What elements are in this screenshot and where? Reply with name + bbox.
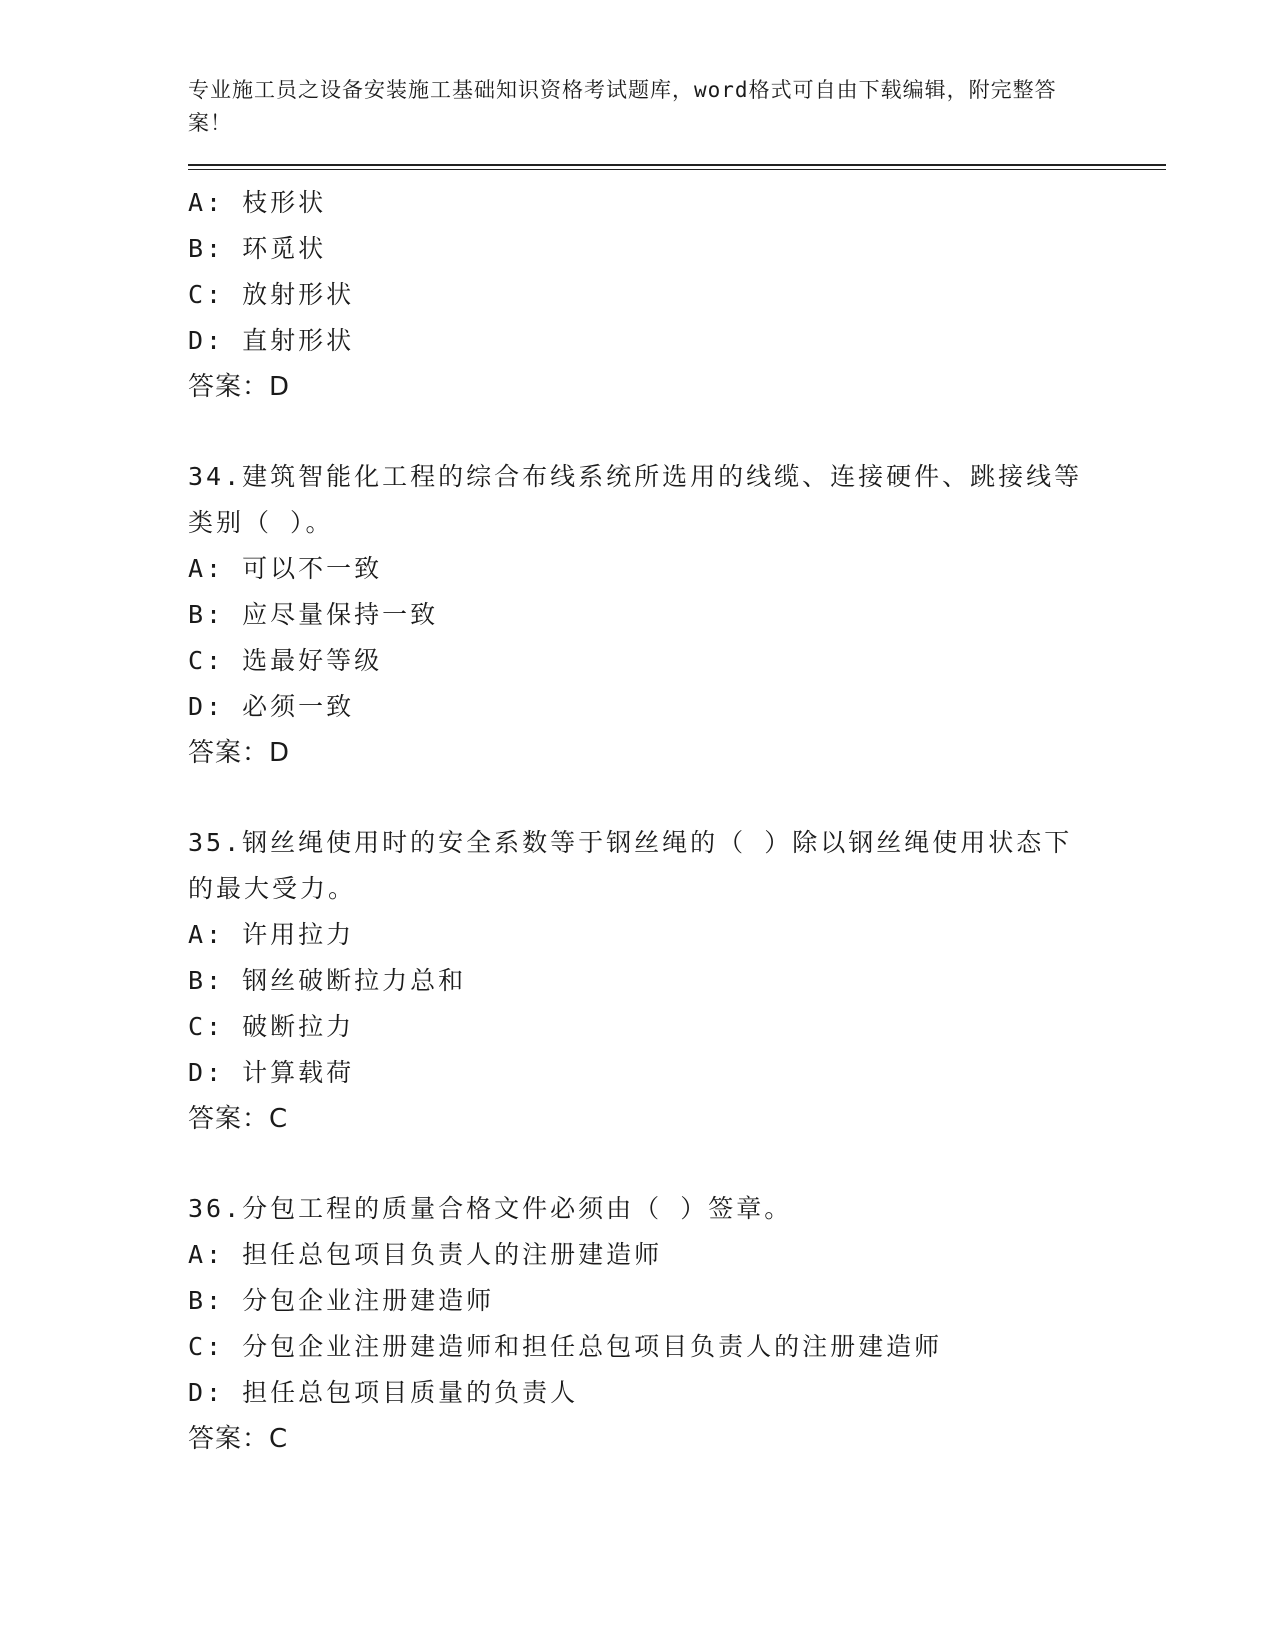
header-double-rule [188,164,1166,170]
question-36 [188,1186,1168,1462]
option-d: D: 直射形状 [188,326,355,355]
option-d: D: 担任总包项目质量的负责人 [188,1378,579,1407]
option-a: A: 许用拉力 [188,920,355,949]
document-page [188,0,1168,1462]
document-header-title: 专业施工员之设备安装施工基础知识资格考试题库，word格式可自由下载编辑，附完整答案！ [188,78,1057,135]
option-c: C: 破断拉力 [188,1012,355,1041]
option-b: B: 环觅状 [188,234,327,263]
question-34 [188,454,1168,776]
question-text: 36.分包工程的质量合格文件必须由（ ）签章。 [188,1194,793,1223]
option-a: A: 枝形状 [188,188,327,217]
answer-line: 答案：C [188,1424,289,1454]
previous-question-tail [188,180,1168,410]
answer-line: 答案：C [188,1104,289,1134]
option-d: D: 必须一致 [188,692,355,721]
question-text: 35.钢丝绳使用时的安全系数等于钢丝绳的（ ）除以钢丝绳使用状态下的最大受力。 [188,828,1073,903]
question-35 [188,820,1168,1142]
option-c: C: 分包企业注册建造师和担任总包项目负责人的注册建造师 [188,1332,943,1361]
option-b: B: 应尽量保持一致 [188,600,439,629]
option-c: C: 放射形状 [188,280,355,309]
option-c: C: 选最好等级 [188,646,383,675]
option-a: A: 担任总包项目负责人的注册建造师 [188,1240,663,1269]
option-d: D: 计算载荷 [188,1058,355,1087]
option-b: B: 分包企业注册建造师 [188,1286,495,1315]
option-a: A: 可以不一致 [188,554,383,583]
option-b: B: 钢丝破断拉力总和 [188,966,467,995]
question-text: 34.建筑智能化工程的综合布线系统所选用的线缆、连接硬件、跳接线等类别（ ）。 [188,462,1083,537]
answer-line: 答案：D [188,372,291,402]
answer-line: 答案：D [188,738,291,768]
